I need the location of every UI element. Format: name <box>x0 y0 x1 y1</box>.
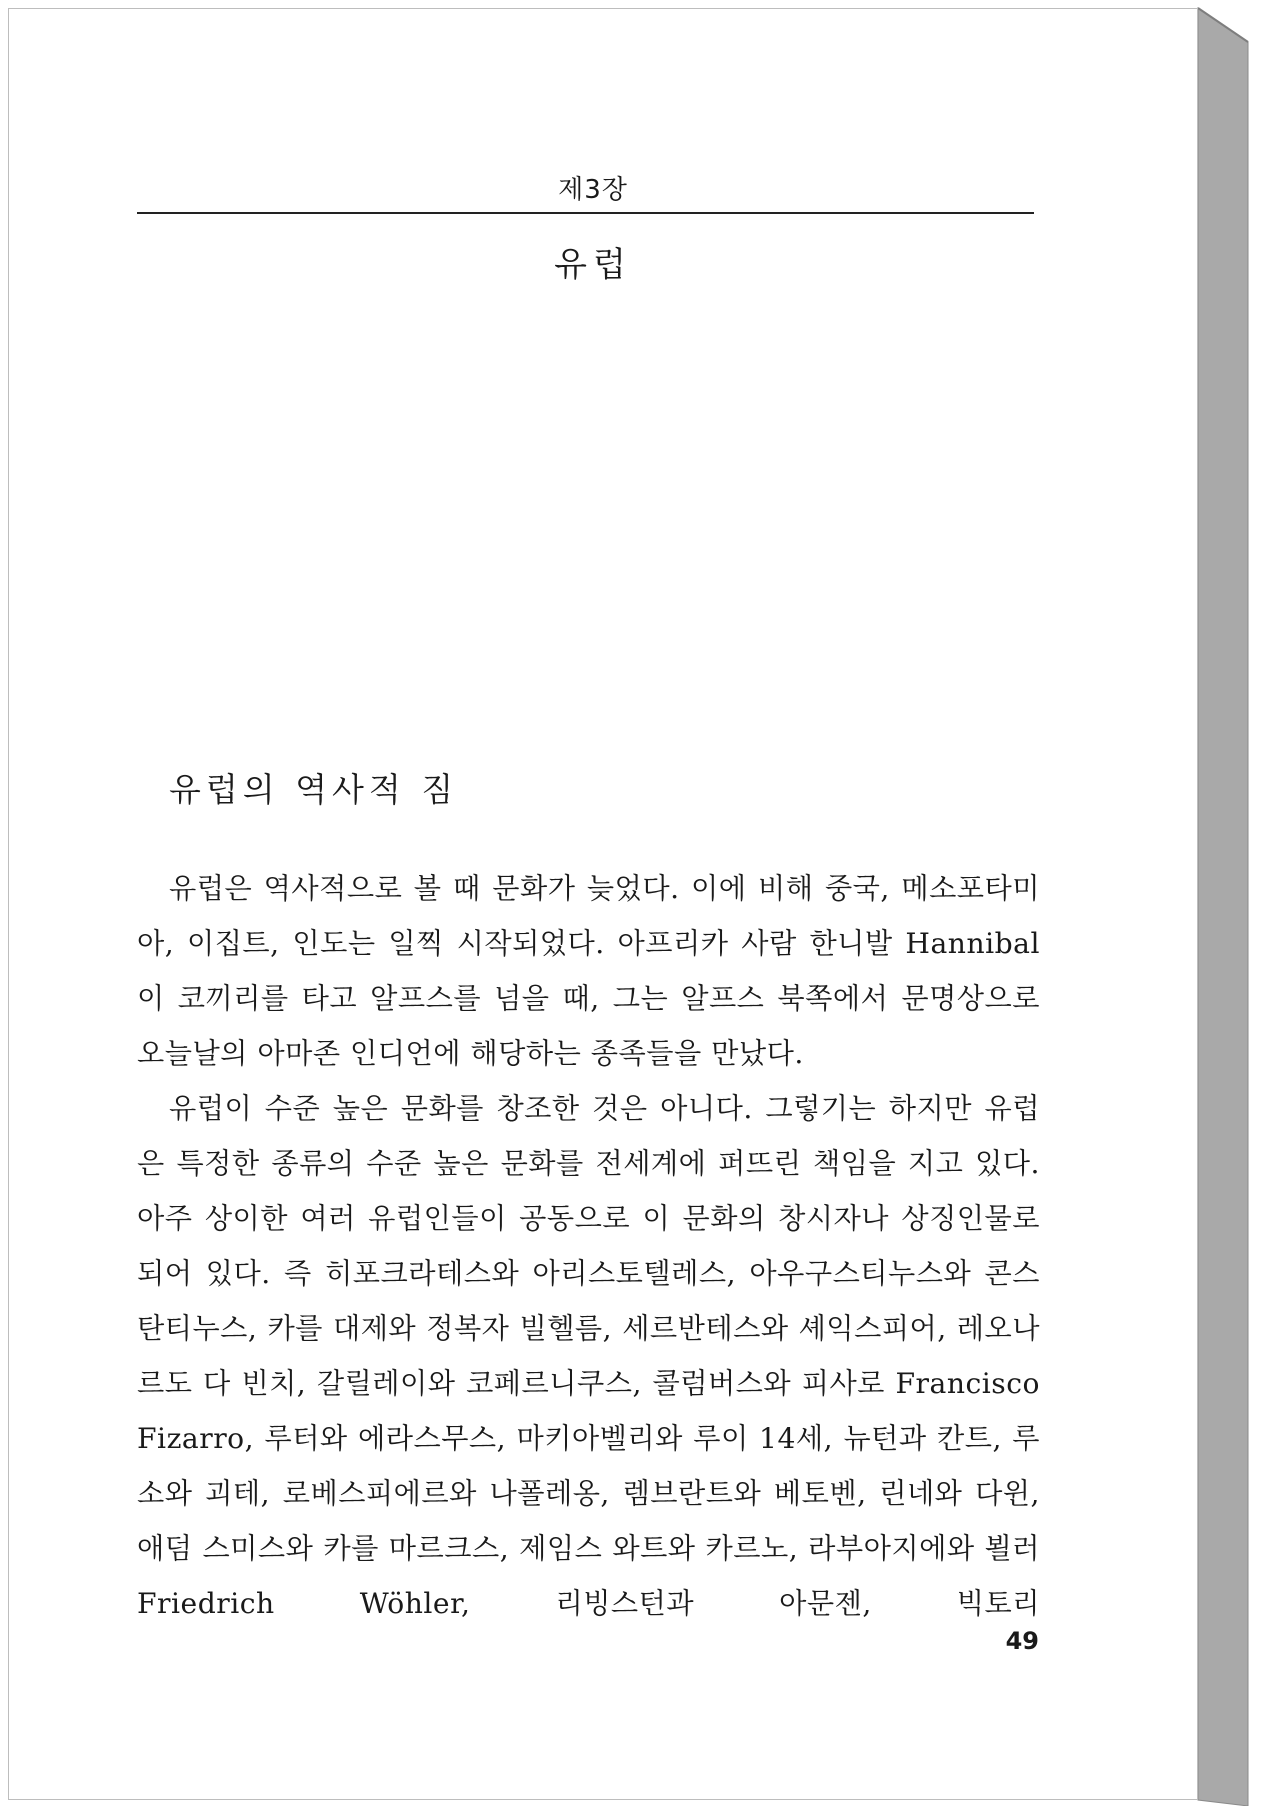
section-heading: 유럽의 역사적 짐 <box>169 770 459 809</box>
body-text <box>137 861 1040 1631</box>
chapter-label: 제3장 <box>558 175 628 205</box>
document-page <box>8 8 1198 1800</box>
paragraph: 유럽이 수준 높은 문화를 창조한 것은 아니다. 그렇기는 하지만 유럽은 특정한 종류의 수준 높은 문화를 전세계에 퍼뜨린 책임을 지고 있다. 아주 상이한 여러 유럽인들이 공동으로 이 문화의 창시자나 상징인물로 되어 있다. 즉 히포크라테스와 아리스토텔레스, 아우구스티누스와 콘스탄티누스, 카를 대제와 정복자 빌헬름, 세르반테스와 셰익스피어, 레오나르도 다 빈치, 갈릴레이와 코페르니쿠스, 콜럼버스와 피사로 Francisco Fizarro, 루터와 에라스무스, 마키아벨리와 루이 14세, 뉴턴과 칸트, 루소와 괴테, 로베스피에르와 나폴레옹, 렘브란트와 베토벤, 린네와 다윈, 애덤 스미스와 카를 마르크스, 제임스 와트와 카르노, 라부아지에와 뵐러 Friedrich Wöhler, 리빙스턴과 아문젠, 빅토리 <box>137 1092 1040 1620</box>
paragraph: 유럽은 역사적으로 볼 때 문화가 늦었다. 이에 비해 중국, 메소포타미아, 이집트, 인도는 일찍 시작되었다. 아프리카 사람 한니발 Hannibal이 코끼리를 타고 알프스를 넘을 때, 그는 알프스 북쪽에서 문명상으로 오늘날의 아마존 인디언에 해당하는 종족들을 만났다. <box>137 872 1040 1070</box>
chapter-title: 유럽 <box>554 245 632 285</box>
chapter-divider <box>137 212 1034 214</box>
page-number: 49 <box>1005 1627 1039 1655</box>
